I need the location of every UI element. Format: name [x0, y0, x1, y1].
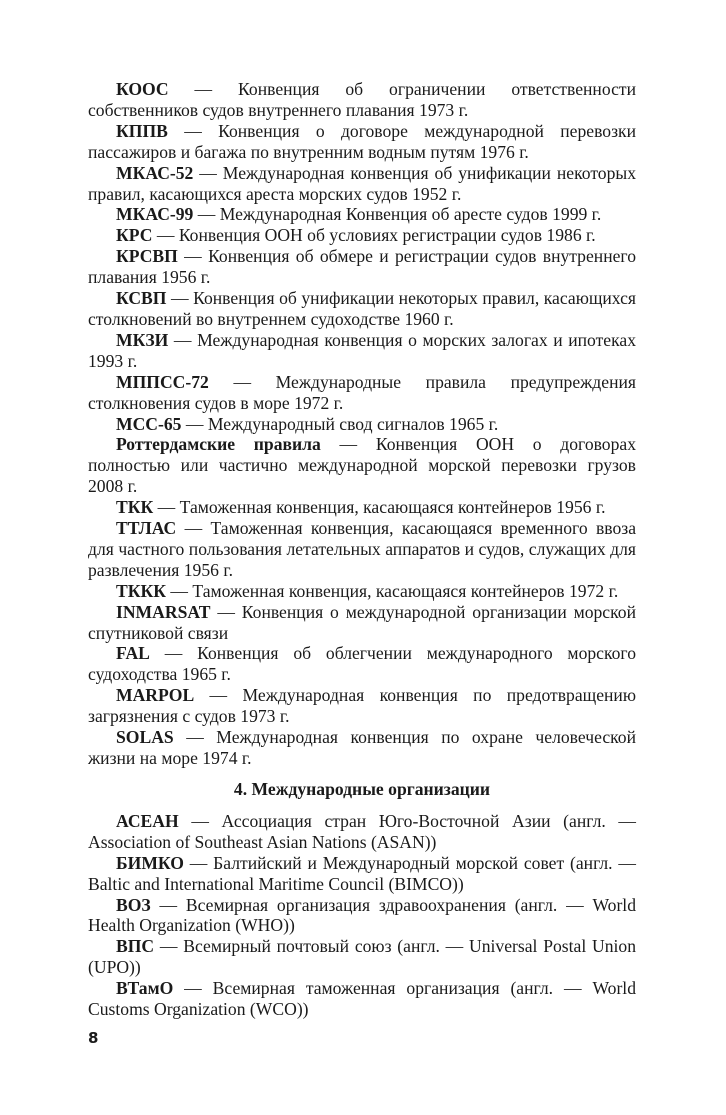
definition: — Конвенция об унификации некоторых правил, касающихся столкновений во внутреннем судоходстве 1960 г. — [88, 288, 636, 329]
list-item — [88, 895, 636, 937]
definition: — Международная конвенция об унификации некоторых правил, касающихся ареста морских судов 1952 г. — [88, 162, 636, 204]
definition: — Международный свод сигналов 1965 г. — [181, 413, 499, 434]
abbreviation: SOLAS — [116, 727, 174, 748]
definition: — Таможенная конвенция, касающаяся контейнеров 1972 г. — [166, 580, 619, 601]
abbreviation: МППСС-72 — [116, 371, 209, 392]
list-item — [88, 936, 636, 978]
list-item — [88, 414, 636, 435]
list-item — [88, 204, 636, 225]
list-item — [88, 643, 636, 685]
definition: — Конвенция об обмере и регистрации судов внутреннего плавания 1956 г. — [88, 246, 636, 288]
conventions-list — [88, 79, 636, 769]
definition: — Таможенная конвенция, касающаяся временного ввоза для частного пользования летательных аппаратов и судов, служащих для развлечения 1956 г. — [88, 518, 636, 580]
definition: — Международная конвенция по охране человеческой жизни на море 1974 г. — [88, 727, 636, 768]
list-item — [88, 79, 636, 121]
list-item — [88, 685, 636, 727]
list-item — [88, 518, 636, 581]
abbreviation: КРСВП — [116, 246, 178, 267]
list-item — [88, 853, 636, 895]
list-item — [88, 246, 636, 288]
list-item — [88, 581, 636, 602]
definition: — Таможенная конвенция, касающаяся контейнеров 1956 г. — [153, 497, 606, 518]
abbreviation: КСВП — [116, 288, 167, 309]
page-number: 8 — [88, 1029, 99, 1047]
definition: — Конвенция ООН о договорах полностью или частично международной морской перевозки грузов 2008 г. — [88, 434, 636, 497]
abbreviation: INMARSAT — [116, 601, 211, 622]
abbreviation: ТККК — [116, 580, 167, 601]
list-item — [88, 372, 636, 414]
list-item — [88, 811, 636, 853]
abbreviation: ВПС — [116, 936, 155, 957]
definition: — Международная конвенция по предотвращению загрязнения с судов 1973 г. — [88, 685, 636, 727]
definition: — Конвенция о договоре международной перевозки пассажиров и багажа по внутренним водным путям 1976 г. — [88, 120, 636, 162]
definition: — Всемирная организация здравоохранения (англ. — World Health Organization (WHO)) — [88, 894, 636, 936]
definition: — Ассоциация стран Юго-Восточной Азии (англ. — Association of Southeast Asian Nations (ASAN)) — [88, 810, 636, 852]
organizations-list — [88, 811, 636, 1020]
list-item — [88, 163, 636, 205]
list-item — [88, 497, 636, 518]
abbreviation: КРС — [116, 225, 153, 246]
list-item — [88, 602, 636, 644]
list-item — [88, 978, 636, 1020]
definition: — Конвенция об ограничении ответственности собственников судов внутреннего плавания 1973 г. — [88, 79, 636, 120]
list-item — [88, 727, 636, 769]
page-body — [88, 79, 636, 1020]
abbreviation: МКЗИ — [116, 329, 169, 350]
abbreviation: КППВ — [116, 120, 168, 141]
definition: — Международные правила предупреждения столкновения судов в море 1972 г. — [88, 371, 636, 413]
definition: — Балтийский и Международный морской совет (англ. — Baltic and International Maritime Council (BIMCO)) — [88, 852, 636, 894]
abbreviation: ВОЗ — [116, 894, 151, 915]
definition: — Всемирная таможенная организация (англ. — World Customs Organization (WCO)) — [88, 978, 636, 1020]
abbreviation: МСС-65 — [116, 413, 182, 434]
abbreviation: ТТЛАС — [116, 518, 177, 539]
abbreviation: FAL — [116, 643, 150, 664]
list-item — [88, 121, 636, 163]
abbreviation: БИМКО — [116, 852, 184, 873]
abbreviation: МКАС-52 — [116, 162, 194, 183]
abbreviation: Роттердамские правила — [116, 434, 321, 455]
definition: — Конвенция ООН об условиях регистрации судов 1986 г. — [152, 225, 596, 246]
list-item — [88, 225, 636, 246]
abbreviation: АСЕАН — [116, 810, 179, 831]
definition: — Конвенция о международной организации морской спутниковой связи — [88, 601, 636, 643]
abbreviation: МКАС-99 — [116, 204, 194, 225]
definition: — Международная Конвенция об аресте судов 1999 г. — [193, 204, 602, 225]
definition: — Международная конвенция о морских залогах и ипотеках 1993 г. — [88, 329, 636, 371]
list-item — [88, 434, 636, 497]
abbreviation: MARPOL — [116, 685, 195, 706]
definition: — Конвенция об облегчении международного морского судоходства 1965 г. — [88, 643, 636, 685]
list-item — [88, 330, 636, 372]
abbreviation: ВТамО — [116, 978, 174, 999]
list-item — [88, 288, 636, 330]
abbreviation: КООС — [116, 79, 169, 99]
section-title: 4. Международные организации — [233, 778, 491, 799]
abbreviation: ТКК — [116, 497, 154, 518]
definition: — Всемирный почтовый союз (англ. — Universal Postal Union (UPO)) — [88, 936, 636, 978]
